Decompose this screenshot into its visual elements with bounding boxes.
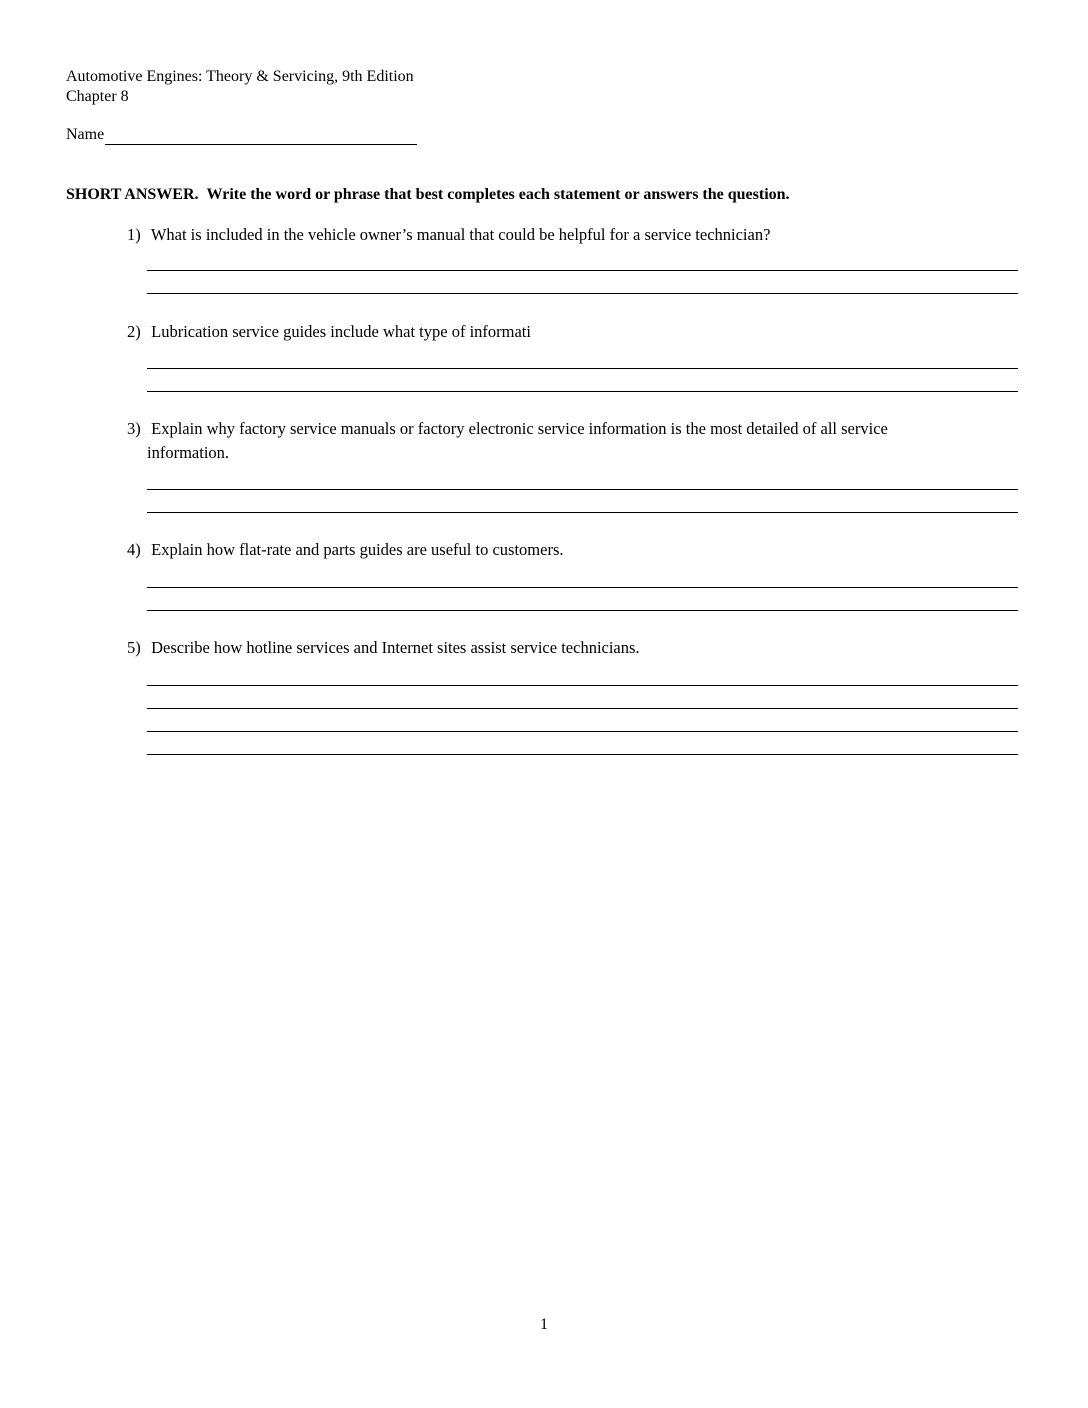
answer-line[interactable] [147,489,1018,490]
answer-line[interactable] [147,685,1018,686]
question-number: 5) [127,638,141,657]
question-5 [127,636,1027,660]
answer-line[interactable] [147,754,1018,755]
chapter-label: Chapter 8 [66,88,129,105]
name-field-row [66,125,417,145]
instructions [66,185,790,205]
answer-line[interactable] [147,270,1018,271]
question-2 [127,320,1027,344]
instructions-lead: SHORT ANSWER. [66,186,199,203]
answer-line[interactable] [147,391,1018,392]
answer-line[interactable] [147,293,1018,294]
name-label: Name [66,126,105,143]
question-text-line-1: Explain why factory service manuals or factory electronic service information is the most detailed of all service [151,419,888,438]
instructions-text: Write the word or phrase that best completes each statement or answers the question. [206,186,790,203]
question-number: 4) [127,540,141,559]
question-text: What is included in the vehicle owner’s manual that could be helpful for a service technician? [150,225,771,244]
question-number: 1) [127,225,141,244]
question-4 [127,538,1027,562]
answer-line[interactable] [147,610,1018,611]
book-title: Automotive Engines: Theory & Servicing, 9th Edition [66,68,414,85]
answer-line[interactable] [147,731,1018,732]
answer-line[interactable] [147,587,1018,588]
question-text: Lubrication service guides include what type of informati [151,322,531,341]
answer-line[interactable] [147,708,1018,709]
question-text: Describe how hotline services and Internet sites assist service technicians. [151,638,640,657]
question-text-line-2: information. [147,443,230,462]
question-number: 2) [127,322,141,341]
page-number: 1 [540,1316,548,1333]
name-blank-line[interactable] [105,126,417,145]
answer-line[interactable] [147,368,1018,369]
question-3 [127,417,1027,465]
answer-line[interactable] [147,512,1018,513]
question-1 [127,223,1027,247]
question-number: 3) [127,419,141,438]
question-text: Explain how flat-rate and parts guides are useful to customers. [151,540,564,559]
